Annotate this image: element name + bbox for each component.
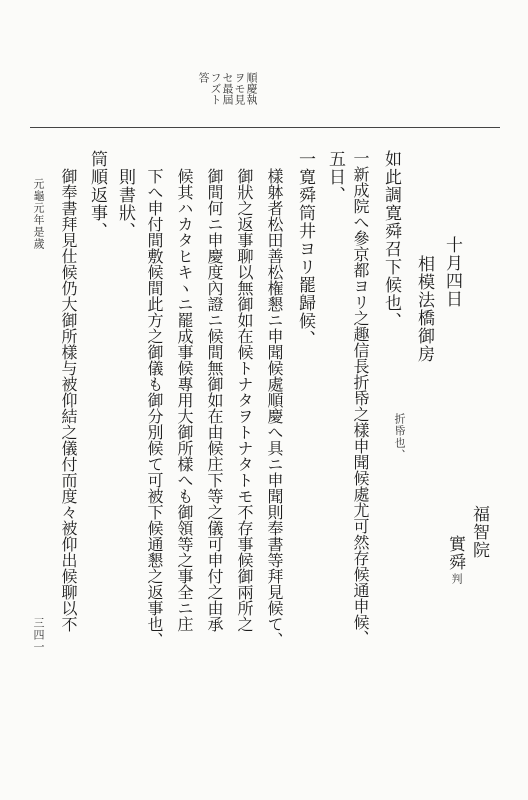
side-note: 折帋也、 [393,413,406,461]
header-note-col-1: 順慶執 [245,72,258,105]
header-rule [30,127,500,128]
header-note-col-2: ヲモ見 [233,72,246,105]
body-line-10: 則書狀、 [115,168,135,240]
signature-name: 實舜 [445,535,465,571]
body-line-11: 筒順返事、 [87,150,107,240]
page-number: 三四一 [32,617,45,653]
header-note-col-5: 答 [197,72,210,83]
signature-org: 福智院 [469,505,489,559]
date-line: 十月四日 [442,236,462,308]
body-line-3: 五日、 [325,150,345,204]
body-line-2: 一新成院へ參京都ヨリ之趣信長折帋之樣申聞候處尤可然存候通申候、 [351,150,370,646]
body-line-5: 樣躰者松田善松権懇ニ申聞候處順慶へ具ニ申聞則奉書等拜見候て、 [265,168,284,648]
body-line-9: 下へ申付間敷候間此方之御儀も御分別候て可被下候通懇之返事也、 [145,168,164,648]
body-line-12: 御奉書拜見仕候仍大御所樣与被仰結之儀付而度々被仰出候聊以不 [59,168,78,632]
body-line-4: 一寛舜筒井ヨリ罷歸候、 [295,150,315,348]
body-line-8: 候其ハカタヒキヽニ罷成事候專用大御所樣へも御領等之事全ニ庄 [175,168,194,632]
body-line-7: 御間何ニ申慶度內證ニ候間無御如在由候庄下等之儀可申付之由承 [205,168,224,632]
margin-note: 元龜元年是歲 [32,178,45,250]
header-note-col-3: セ最屆 [221,72,234,105]
body-line-6: 御狀之返事聊以無御如在候トナタヲトナタトモ不存事候御兩所之 [235,168,254,632]
signature-mark: 判 [450,573,463,585]
recipient: 相模法橋御房 [414,255,434,363]
header-note-col-4: フズト [209,72,222,105]
body-line-1: 如此調寛舜召下候也、 [381,150,401,330]
